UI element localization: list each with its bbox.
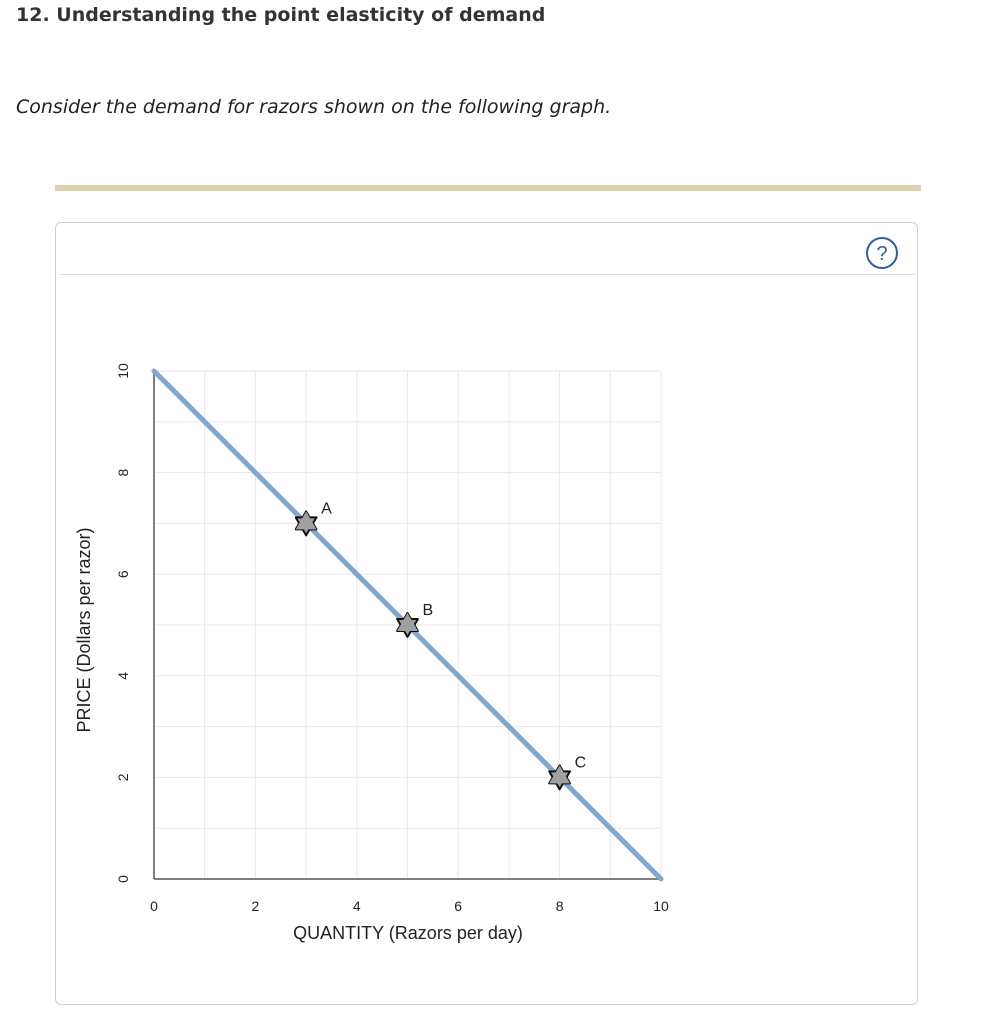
y-tick-label: 4 bbox=[115, 671, 131, 680]
y-tick-label: 10 bbox=[115, 363, 131, 379]
y-tick-label: 6 bbox=[115, 570, 131, 579]
y-tick-label: 0 bbox=[115, 875, 131, 883]
question-title: 12. Understanding the point elasticity of demand bbox=[16, 4, 546, 26]
points bbox=[296, 500, 586, 789]
x-tick-label: 0 bbox=[150, 898, 158, 914]
point-label: A bbox=[321, 500, 332, 518]
tick-labels bbox=[115, 363, 669, 914]
y-axis-title: PRICE (Dollars per razor) bbox=[74, 527, 94, 733]
point-b[interactable] bbox=[397, 602, 433, 637]
x-tick-label: 4 bbox=[352, 898, 361, 914]
x-tick-label: 8 bbox=[555, 898, 564, 914]
point-c[interactable] bbox=[549, 754, 586, 789]
y-tick-label: 8 bbox=[115, 468, 131, 477]
x-axis-title: QUANTITY (Razors per day) bbox=[293, 923, 523, 943]
x-tick-label: 6 bbox=[454, 898, 463, 914]
question-prompt: Consider the demand for razors shown on the following graph. bbox=[16, 96, 612, 118]
point-a[interactable] bbox=[296, 500, 332, 535]
point-label: B bbox=[422, 602, 434, 619]
y-tick-label: 2 bbox=[115, 773, 131, 782]
point-label: C bbox=[574, 754, 587, 772]
x-tick-label: 2 bbox=[251, 898, 260, 914]
x-tick-label: 10 bbox=[653, 898, 669, 914]
help-label: ? bbox=[876, 243, 888, 265]
